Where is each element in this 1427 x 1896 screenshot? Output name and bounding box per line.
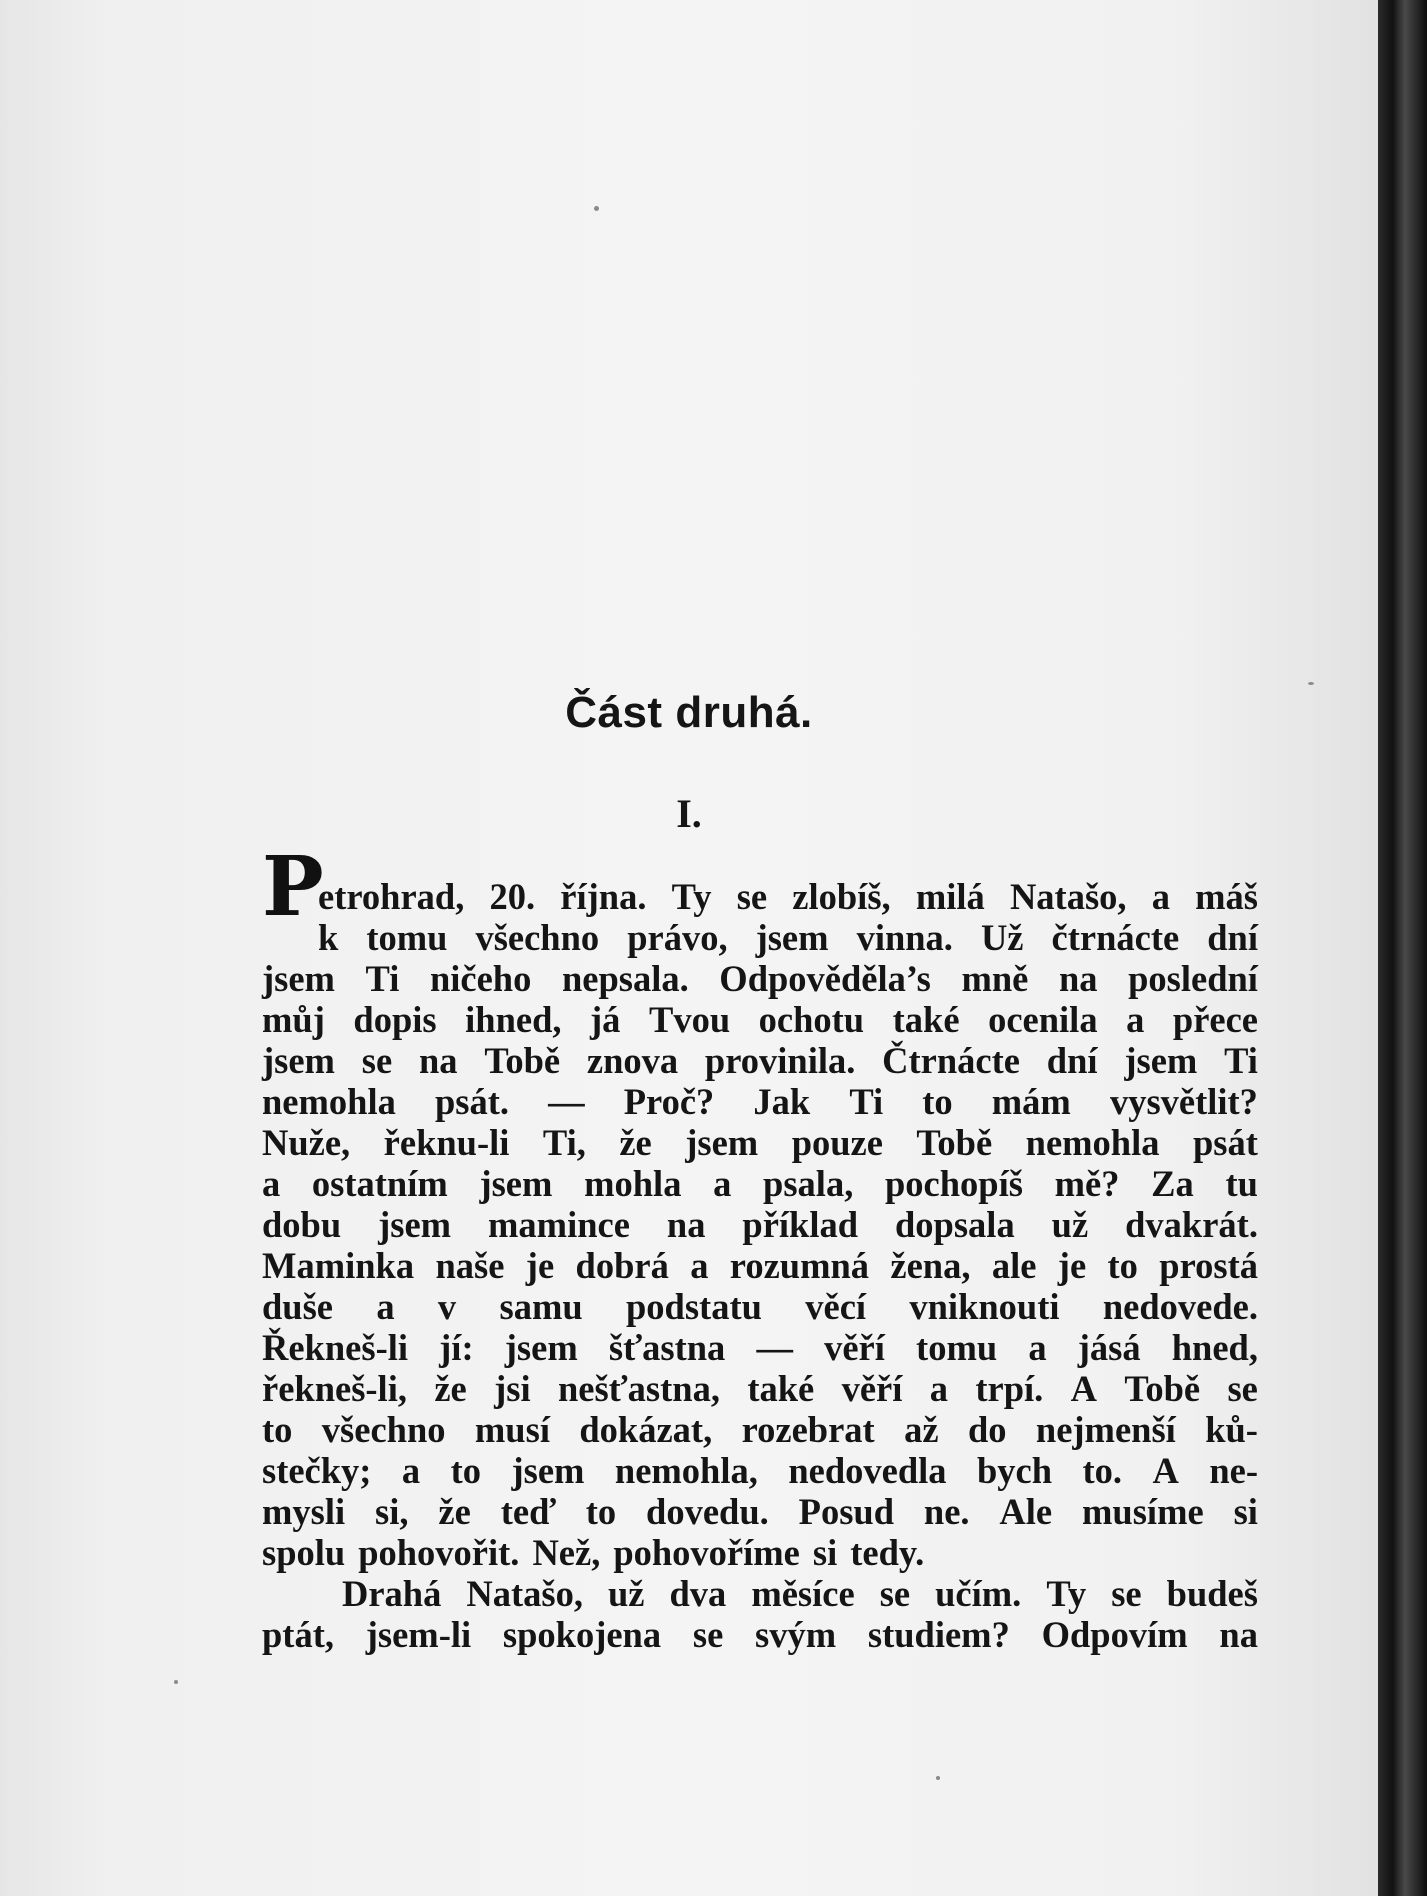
text-line: duše a v samu podstatu věcí vniknouti nedovede.: [262, 1286, 1258, 1327]
section-number: I.: [676, 791, 702, 836]
text-line: stečky; a to jsem nemohla, nedovedla bych to. A ne-: [262, 1450, 1258, 1491]
print-speck: [936, 1776, 940, 1780]
text-line: Nuže, řeknu-li Ti, že jsem pouze Tobě nemohla psát: [262, 1122, 1258, 1163]
text-line: Drahá Natašo, už dva měsíce se učím. Ty se budeš: [342, 1573, 1258, 1614]
body-text: [262, 876, 1258, 1655]
text-line: mysli si, že teď to dovedu. Posud ne. Ale musíme si: [262, 1491, 1258, 1532]
text-line: nemohla psát. — Proč? Jak Ti to mám vysvětlit?: [262, 1081, 1258, 1122]
text-line: k tomu všechno právo, jsem vinna. Už čtrnácte dní: [318, 917, 1258, 958]
print-speck: [174, 1680, 178, 1684]
text-line: Řekneš-li jí: jsem šťastna — věří tomu a jásá hned,: [262, 1327, 1258, 1368]
text-line: můj dopis ihned, já Tvou ochotu také ocenila a přece: [262, 999, 1258, 1040]
book-spine-edge: [1378, 0, 1427, 1896]
drop-cap: P: [262, 839, 324, 935]
text-line: dobu jsem mamince na příklad dopsala už dvakrát.: [262, 1204, 1258, 1245]
print-speck: [1308, 682, 1314, 685]
text-line: etrohrad, 20. října. Ty se zlobíš, milá Natašo, a máš: [318, 876, 1258, 917]
text-line: jsem se na Tobě znova provinila. Čtrnácte dní jsem Ti: [262, 1040, 1258, 1081]
part-heading: Část druhá.: [565, 688, 813, 737]
text-line: Maminka naše je dobrá a rozumná žena, ale je to prostá: [262, 1245, 1258, 1286]
text-line: řekneš-li, že jsi nešťastna, také věří a trpí. A Tobě se: [262, 1368, 1258, 1409]
print-speck: [594, 206, 599, 211]
text-line: to všechno musí dokázat, rozebrat až do nejmenší ků-: [262, 1409, 1258, 1450]
text-line: spolu pohovořit. Než, pohovoříme si tedy.: [262, 1532, 925, 1573]
text-line: jsem Ti ničeho nepsala. Odpověděla’s mně na poslední: [262, 958, 1258, 999]
text-line: ptát, jsem-li spokojena se svým studiem? Odpovím na: [262, 1614, 1258, 1655]
text-line: a ostatním jsem mohla a psala, pochopíš mě? Za tu: [262, 1163, 1258, 1204]
